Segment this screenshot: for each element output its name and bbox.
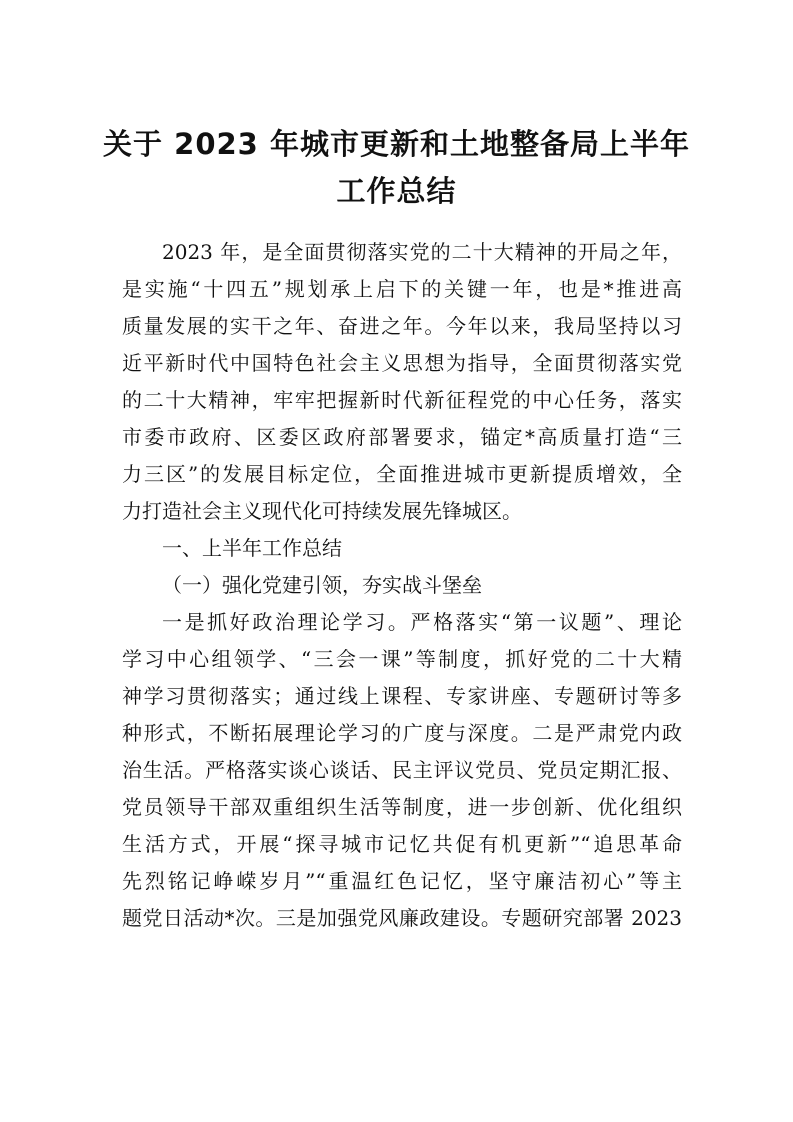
paragraph-line: 治生活。严格落实谈心谈话、民主评议党员、党员定期汇报、 <box>122 758 682 782</box>
section-heading: 一、上半年工作总结 <box>162 536 342 560</box>
paragraph-line: 学习中心组领学、“三会一课”等制度，抓好党的二十大精 <box>122 647 682 671</box>
paragraph-line: 神学习贯彻落实；通过线上课程、专家讲座、专题研讨等多 <box>122 684 682 708</box>
body-paragraph <box>122 604 682 937</box>
paragraph-line: 一是抓好政治理论学习。严格落实“第一议题”、理论 <box>162 610 682 634</box>
paragraph-line: 先烈铭记峥嵘岁月”“重温红色记忆，坚守廉洁初心”等主 <box>122 869 682 893</box>
paragraph-line: 生活方式，开展“探寻城市记忆共促有机更新”“追思革命 <box>122 832 682 856</box>
paragraph-line: 的二十大精神，牢牢把握新时代新征程党的中心任务，落实 <box>122 388 682 412</box>
paragraph-line: 种形式，不断拓展理论学习的广度与深度。二是严肃党内政 <box>122 721 682 745</box>
paragraph-line: 题党日活动*次。三是加强党风廉政建设。专题研究部署 2023 <box>122 906 682 930</box>
paragraph-line: 力三区”的发展目标定位，全面推进城市更新提质增效，全 <box>122 462 682 486</box>
paragraph-line: 市委市政府、区委区政府部署要求，锚定*高质量打造“三 <box>122 425 682 449</box>
document-title-line2: 工作总结 <box>336 174 457 208</box>
paragraph-line: 质量发展的实干之年、奋进之年。今年以来，我局坚持以习 <box>122 314 682 338</box>
paragraph-line: 力打造社会主义现代化可持续发展先锋城区。 <box>122 499 522 523</box>
paragraph-line: 是实施“十四五”规划承上启下的关键一年，也是*推进高 <box>122 277 682 301</box>
document-title-line1: 关于 2023 年城市更新和土地整备局上半年 <box>103 127 690 161</box>
document-body <box>122 214 682 937</box>
paragraph-line: 2023 年，是全面贯彻落实党的二十大精神的开局之年， <box>162 240 682 264</box>
paragraph-line: 近平新时代中国特色社会主义思想为指导，全面贯彻落实党 <box>122 351 682 375</box>
subsection-heading: （一）强化党建引领，夯实战斗堡垒 <box>162 573 482 597</box>
intro-paragraph <box>122 234 682 530</box>
paragraph-line: 党员领导干部双重组织生活等制度，进一步创新、优化组织 <box>122 795 682 819</box>
